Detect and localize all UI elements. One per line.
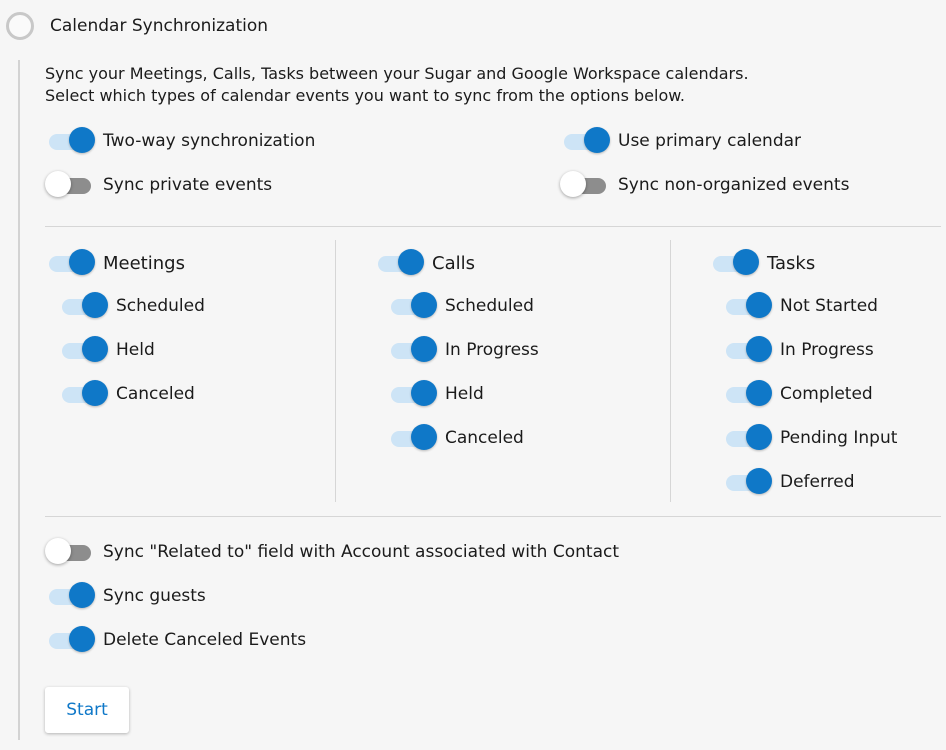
sync-guests-label: Sync guests <box>103 586 206 606</box>
column-divider-1 <box>335 240 336 502</box>
option-private-events <box>45 171 272 199</box>
option-delete-canceled <box>45 626 306 654</box>
step-indicator-circle <box>6 12 34 40</box>
section-title: Calendar Synchronization <box>50 16 269 36</box>
step-connector-line <box>18 60 20 740</box>
meetings-toggle[interactable] <box>45 249 95 277</box>
tasks-status-not-started <box>722 292 878 320</box>
tasks-pending-input-toggle[interactable] <box>722 424 772 452</box>
tasks-toggle[interactable] <box>709 249 759 277</box>
related-to-toggle[interactable] <box>45 538 95 566</box>
calls-in-progress-toggle[interactable] <box>387 336 437 364</box>
meetings-scheduled-toggle[interactable] <box>58 292 108 320</box>
status-label: Pending Input <box>780 428 898 448</box>
calls-status-scheduled <box>387 292 534 320</box>
calls-status-in-progress <box>387 336 539 364</box>
calls-status-canceled <box>387 424 524 452</box>
status-label: Not Started <box>780 296 878 316</box>
meetings-status-scheduled <box>58 292 205 320</box>
module-tasks <box>709 249 815 277</box>
tasks-in-progress-toggle[interactable] <box>722 336 772 364</box>
meetings-status-held <box>58 336 155 364</box>
option-related-to <box>45 538 619 566</box>
delete-canceled-label: Delete Canceled Events <box>103 630 307 650</box>
divider-bottom <box>45 516 941 517</box>
status-label: Scheduled <box>445 296 534 316</box>
two-way-sync-toggle[interactable] <box>45 127 95 155</box>
description <box>45 63 749 107</box>
non-organized-events-label: Sync non-organized events <box>618 175 850 195</box>
private-events-toggle[interactable] <box>45 171 95 199</box>
status-label: Deferred <box>780 472 855 492</box>
calls-label: Calls <box>432 252 475 274</box>
status-label: Canceled <box>445 428 524 448</box>
status-label: In Progress <box>445 340 539 360</box>
tasks-status-completed <box>722 380 873 408</box>
tasks-label: Tasks <box>767 252 816 274</box>
module-calls <box>374 249 475 277</box>
calls-held-toggle[interactable] <box>387 380 437 408</box>
calls-status-held <box>387 380 484 408</box>
status-label: Scheduled <box>116 296 205 316</box>
meetings-status-canceled <box>58 380 195 408</box>
option-two-way-sync <box>45 127 315 155</box>
tasks-status-in-progress <box>722 336 874 364</box>
description-line-1: Sync your Meetings, Calls, Tasks between your Sugar and Google Workspace calendars. <box>45 64 749 83</box>
tasks-completed-toggle[interactable] <box>722 380 772 408</box>
status-label: Canceled <box>116 384 195 404</box>
non-organized-events-toggle[interactable] <box>560 171 610 199</box>
sync-guests-toggle[interactable] <box>45 582 95 610</box>
option-primary-calendar <box>560 127 801 155</box>
tasks-status-deferred <box>722 468 855 496</box>
meetings-canceled-toggle[interactable] <box>58 380 108 408</box>
primary-calendar-label: Use primary calendar <box>618 131 802 151</box>
tasks-deferred-toggle[interactable] <box>722 468 772 496</box>
related-to-label: Sync "Related to" field with Account associated with Contact <box>103 542 620 562</box>
delete-canceled-toggle[interactable] <box>45 626 95 654</box>
meetings-held-toggle[interactable] <box>58 336 108 364</box>
description-line-2: Select which types of calendar events you want to sync from the options below. <box>45 86 685 105</box>
divider-top <box>45 226 941 227</box>
calls-toggle[interactable] <box>374 249 424 277</box>
meetings-label: Meetings <box>103 252 185 274</box>
start-button[interactable]: Start <box>45 687 129 733</box>
status-label: In Progress <box>780 340 874 360</box>
status-label: Completed <box>780 384 873 404</box>
calls-canceled-toggle[interactable] <box>387 424 437 452</box>
status-label: Held <box>116 340 155 360</box>
column-divider-2 <box>670 240 671 502</box>
two-way-sync-label: Two-way synchronization <box>103 131 316 151</box>
section-header <box>6 9 268 43</box>
tasks-not-started-toggle[interactable] <box>722 292 772 320</box>
primary-calendar-toggle[interactable] <box>560 127 610 155</box>
calls-scheduled-toggle[interactable] <box>387 292 437 320</box>
option-sync-guests <box>45 582 206 610</box>
module-meetings <box>45 249 185 277</box>
option-non-organized-events <box>560 171 849 199</box>
status-label: Held <box>445 384 484 404</box>
private-events-label: Sync private events <box>103 175 273 195</box>
tasks-status-pending-input <box>722 424 897 452</box>
